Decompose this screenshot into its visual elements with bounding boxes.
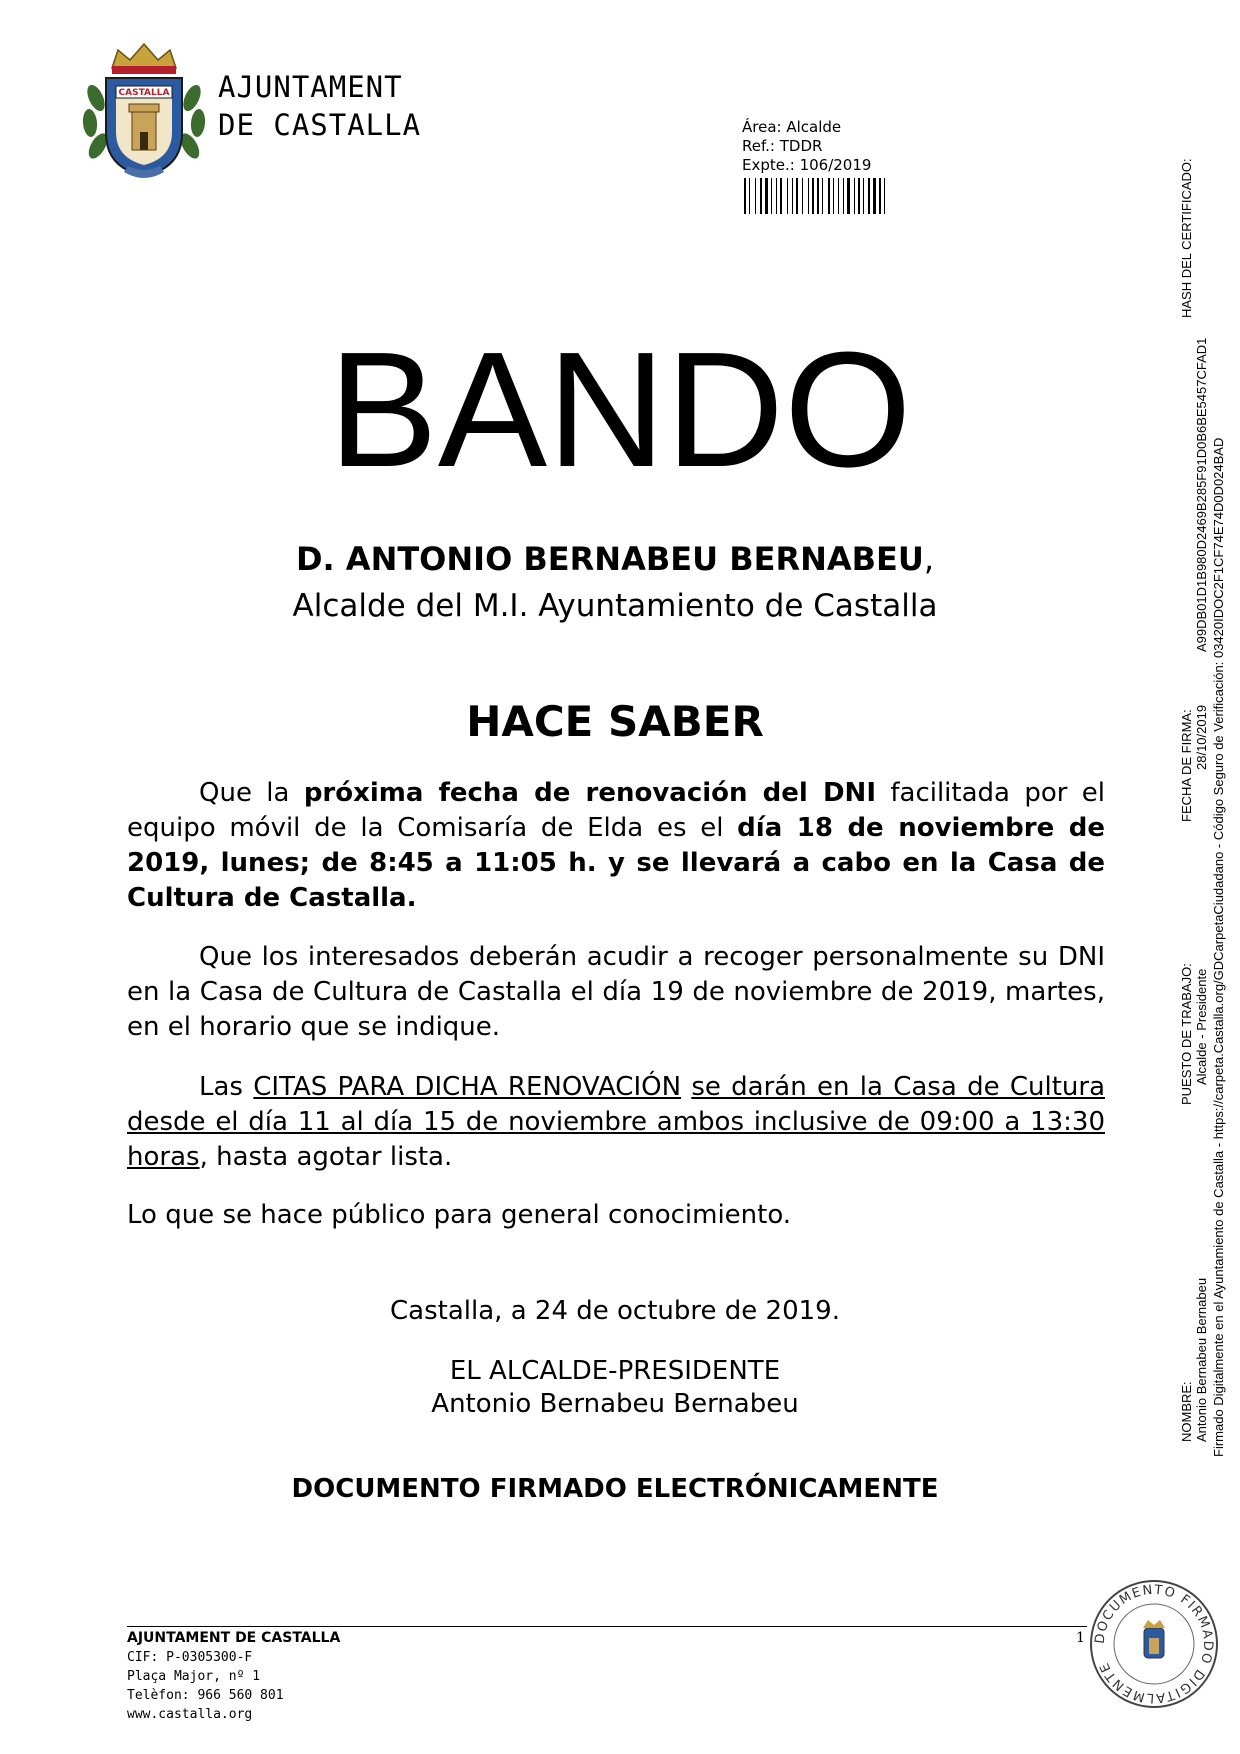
side-date-label: FECHA DE FIRMA:	[1179, 709, 1194, 822]
electronic-signature-note: DOCUMENTO FIRMADO ELECTRÓNICAMENTE	[291, 1474, 939, 1504]
barcode-bar	[822, 178, 823, 214]
side-verification: Firmado Digitalmente en el Ayuntamiento de Castalla - https://carpeta.Castalla.org/GDCarpetaCiudadano - Código Seguro de Verificación: 03420IDOC2F1CF74E74D0D024BAD	[1211, 437, 1226, 1457]
footer-contact	[127, 1629, 340, 1724]
side-name-value: Antonio Bernabeu Bernabeu	[1194, 1277, 1209, 1442]
barcode-bar	[808, 178, 809, 214]
page-number: 1	[1076, 1630, 1085, 1646]
barcode-bar	[833, 178, 834, 214]
org-name-line1: AJUNTAMENT	[218, 70, 403, 104]
barcode-bar	[796, 178, 798, 214]
side-hash-value: A99DB01D1B980D2469B285F91D0B6BE5457CFAD1	[1194, 337, 1209, 652]
footer-cif: CIF: P-0305300-F	[127, 1650, 253, 1665]
barcode-bar	[847, 178, 850, 214]
barcode-bar	[812, 178, 814, 214]
p3-text-a: Las	[199, 1072, 254, 1102]
footer-divider	[127, 1626, 1087, 1627]
barcode-bar	[744, 178, 746, 214]
place-and-date: Castalla, a 24 de octubre de 2019.	[390, 1296, 840, 1326]
crest-ribbon-text: CASTALLA	[118, 88, 170, 98]
barcode-bar	[868, 178, 870, 214]
expte-label: Expte.: 106/2019	[742, 156, 872, 174]
barcode-bar	[749, 178, 750, 214]
p1-bold-b: día 18 de noviembre de 2019, lunes; de 8:45 a 11:05 h. y se llevará a cabo en la Casa de Cultura de Castalla.	[127, 813, 1105, 913]
mayor-role: Alcalde del M.I. Ayuntamiento de Castalla	[292, 588, 938, 624]
document-title: BANDO	[328, 318, 912, 501]
mayor-name-comma: ,	[923, 540, 935, 578]
paragraph-renewal-date	[127, 776, 1105, 916]
barcode-bar	[817, 178, 819, 214]
area-label: Área: Alcalde	[742, 118, 842, 136]
signatory-title: EL ALCALDE-PRESIDENTE	[449, 1356, 781, 1386]
signatory-name: Antonio Bernabeu Bernabeu	[431, 1389, 799, 1419]
p3-text-b: , hasta agotar lista.	[199, 1142, 453, 1172]
barcode-bar	[771, 178, 772, 214]
p1-text-b: facilitada por el equipo móvil de la Comisaría de Elda es el	[127, 778, 1106, 843]
side-job-value: Alcalde - Presidente	[1194, 968, 1209, 1085]
p1-text-a: Que la	[199, 778, 304, 808]
side-name-label: NOMBRE:	[1179, 1381, 1194, 1442]
footer-org: AJUNTAMENT DE CASTALLA	[127, 1630, 341, 1646]
barcode-bar	[873, 178, 876, 214]
side-date-value: 28/10/2019	[1194, 704, 1209, 770]
barcode-bar	[843, 178, 844, 214]
ref-label: Ref.: TDDR	[742, 137, 823, 155]
p3-underline-b: se darán en la Casa de Cultura desde el día 11 al día 15 de noviembre ambos inclusive de 09:00 a 13:30 horas	[127, 1072, 1106, 1172]
p1-bold-a: próxima fecha de renovación del DNI	[303, 778, 876, 808]
barcode-bar	[863, 178, 864, 214]
barcode-bar	[858, 178, 860, 214]
mayor-name-text: D. ANTONIO BERNABEU BERNABEU	[295, 540, 924, 578]
barcode-bar	[780, 178, 782, 214]
p2-text: Que los interesados deberán acudir a recoger personalmente su DNI en la Casa de Cultura de Castalla el día 19 de noviembre de 2019, martes, en el horario que se indique.	[127, 942, 1105, 1042]
digital-signature-seal	[1088, 1578, 1220, 1710]
barcode-bar	[828, 178, 830, 214]
p3-underline-a: CITAS PARA DICHA RENOVACIÓN	[253, 1072, 682, 1102]
org-name-line2: DE CASTALLA	[218, 108, 422, 142]
footer-phone: Telèfon: 966 560 801	[127, 1688, 284, 1703]
reference-block	[742, 118, 871, 175]
side-job-label: PUESTO DE TRABAJO:	[1179, 963, 1194, 1105]
barcode-bar	[792, 178, 793, 214]
paragraph-closing: Lo que se hace público para general conocimiento.	[127, 1200, 792, 1230]
footer-web: www.castalla.org	[127, 1707, 253, 1722]
barcode-bar	[776, 178, 777, 214]
municipal-crest-logo	[74, 38, 214, 183]
barcode-bar	[760, 178, 762, 214]
p3-space	[681, 1072, 691, 1102]
footer-address: Plaça Major, nº 1	[127, 1669, 261, 1684]
barcode-bar	[755, 178, 756, 214]
barcode-bar	[854, 178, 855, 214]
organization-name	[218, 68, 421, 144]
barcode-bar	[884, 178, 885, 214]
paragraph-pickup	[127, 940, 1105, 1045]
side-hash-label: HASH DEL CERTIFICADO:	[1179, 158, 1194, 318]
barcode-bar	[765, 178, 768, 214]
mayor-name	[0, 540, 1230, 578]
barcode-bar	[802, 178, 803, 214]
barcode	[742, 178, 954, 224]
seal-text: DOCUMENTO FIRMADO DIGITALMENTE	[1092, 1582, 1216, 1706]
section-heading: HACE SABER	[466, 697, 764, 746]
barcode-bar	[879, 178, 881, 214]
barcode-bar	[787, 178, 788, 214]
barcode-bar	[838, 178, 839, 214]
paragraph-appointments	[127, 1070, 1105, 1175]
